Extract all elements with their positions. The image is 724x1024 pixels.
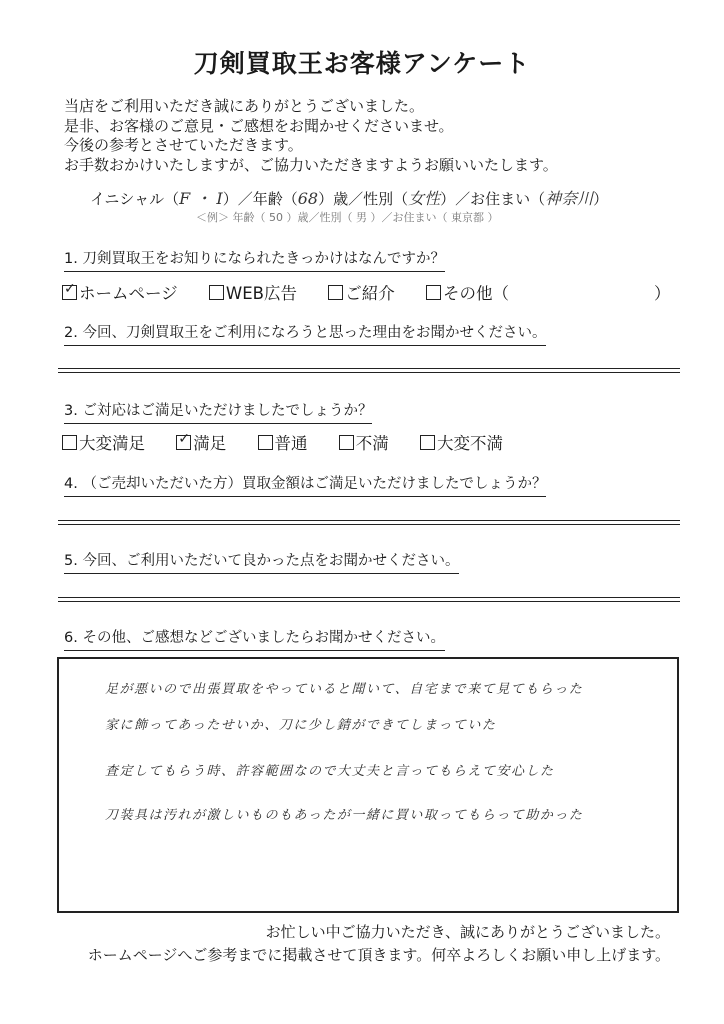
question-5: 5. 今回、ご利用いただいて良かった点をお聞かせください。: [64, 549, 459, 574]
intro-line: 今後の参考とさせていただきます。: [64, 136, 303, 154]
q1-options: [62, 280, 509, 304]
q1-option-other[interactable]: その他（: [426, 280, 509, 304]
q3-option-satisfied[interactable]: ✓ 満足: [176, 430, 226, 454]
q1-option-homepage[interactable]: ✓ホームページ: [62, 280, 178, 304]
checkbox-checked[interactable]: [176, 435, 191, 450]
footer-thanks: お忙しい中ご協力いただき、誠にありがとうございました。: [265, 923, 670, 941]
intro-text: [64, 97, 558, 175]
initial-value: F ・ I: [179, 189, 223, 208]
initial-label: イニシャル（: [90, 190, 180, 208]
question-3: 3. ご対応はご満足いただけましたでしょうか？: [64, 399, 372, 424]
footer-note: ホームページへご参考までに掲載させて頂きます。何卒よろしくお願い申し上げます。: [87, 946, 670, 964]
checkbox[interactable]: [258, 435, 273, 450]
question-6: 6. その他、ご感想などございましたらお聞かせください。: [64, 626, 445, 651]
intro-line: 是非、お客様のご意見・ご感想をお聞かせくださいませ。: [64, 116, 454, 135]
profile-example: ＜例＞ 年齢（ 50 ）歳／性別（ 男 ）／お住まい（ 東京都 ）: [196, 211, 499, 224]
gender-value: 女性: [408, 189, 441, 208]
checkbox[interactable]: [426, 285, 441, 300]
handwritten-comment-line: 査定してもらう時、許容範囲なので大丈夫と言ってもらえて安心した: [105, 764, 555, 779]
handwritten-comment-line: 刀装具は汚れが激しいものもあったが一緒に買い取ってもらって助かった: [105, 808, 584, 823]
gender-label: ）歳／性別（: [318, 190, 409, 208]
intro-line: 当店をご利用いただき誠にありがとうございました。: [64, 97, 425, 115]
survey-title: 刀剣買取王お客様アンケート: [193, 49, 531, 78]
checkbox[interactable]: [339, 435, 354, 450]
answer-line: [58, 524, 680, 525]
checkbox-checked[interactable]: [62, 285, 77, 300]
profile-close: ）: [593, 190, 609, 208]
age-label: ）／年齢（: [222, 190, 298, 208]
handwritten-comment-line: 足が悪いので出張買取をやっていると聞いて、自宅まで来て見てもらった: [105, 682, 584, 697]
question-4: 4. （ご売却いただいた方）買取金額はご満足いただけましたでしょうか？: [64, 472, 546, 497]
answer-line[interactable]: [58, 368, 680, 369]
intro-line: お手数おかけいたしますが、ご協力いただきますようお願いいたします。: [64, 155, 558, 174]
question-1: 1. 刀剣買取王をお知りになられたきっかけはなんですか？: [64, 247, 445, 272]
q3-option-neutral[interactable]: 普通: [258, 430, 308, 454]
profile-row: [90, 186, 608, 209]
q3-option-dissatisfied[interactable]: 不満: [339, 430, 389, 454]
checkbox[interactable]: [209, 285, 224, 300]
q3-options: [62, 430, 503, 454]
age-value: 68: [297, 189, 319, 208]
answer-line[interactable]: [58, 597, 680, 598]
checkbox[interactable]: [420, 435, 435, 450]
address-value: 神奈川: [545, 189, 594, 208]
question-2: 2. 今回、刀剣買取王をご利用になろうと思った理由をお聞かせください。: [64, 321, 546, 346]
q1-option-web-ad[interactable]: WEB広告: [209, 280, 297, 304]
q1-other-close: ）: [654, 284, 671, 303]
checkbox[interactable]: [328, 285, 343, 300]
address-label: ）／お住まい（: [440, 190, 546, 208]
answer-line[interactable]: [58, 520, 680, 521]
handwritten-comment-line: 家に飾ってあったせいか、刀に少し錆ができてしまっていた: [105, 718, 497, 733]
answer-line: [58, 601, 680, 602]
answer-line: [58, 372, 680, 373]
checkbox[interactable]: [62, 435, 77, 450]
q3-option-very-satisfied[interactable]: 大変満足: [62, 430, 145, 454]
q3-option-very-dissatisfied[interactable]: 大変不満: [420, 430, 503, 454]
q1-option-referral[interactable]: ご紹介: [328, 280, 395, 304]
